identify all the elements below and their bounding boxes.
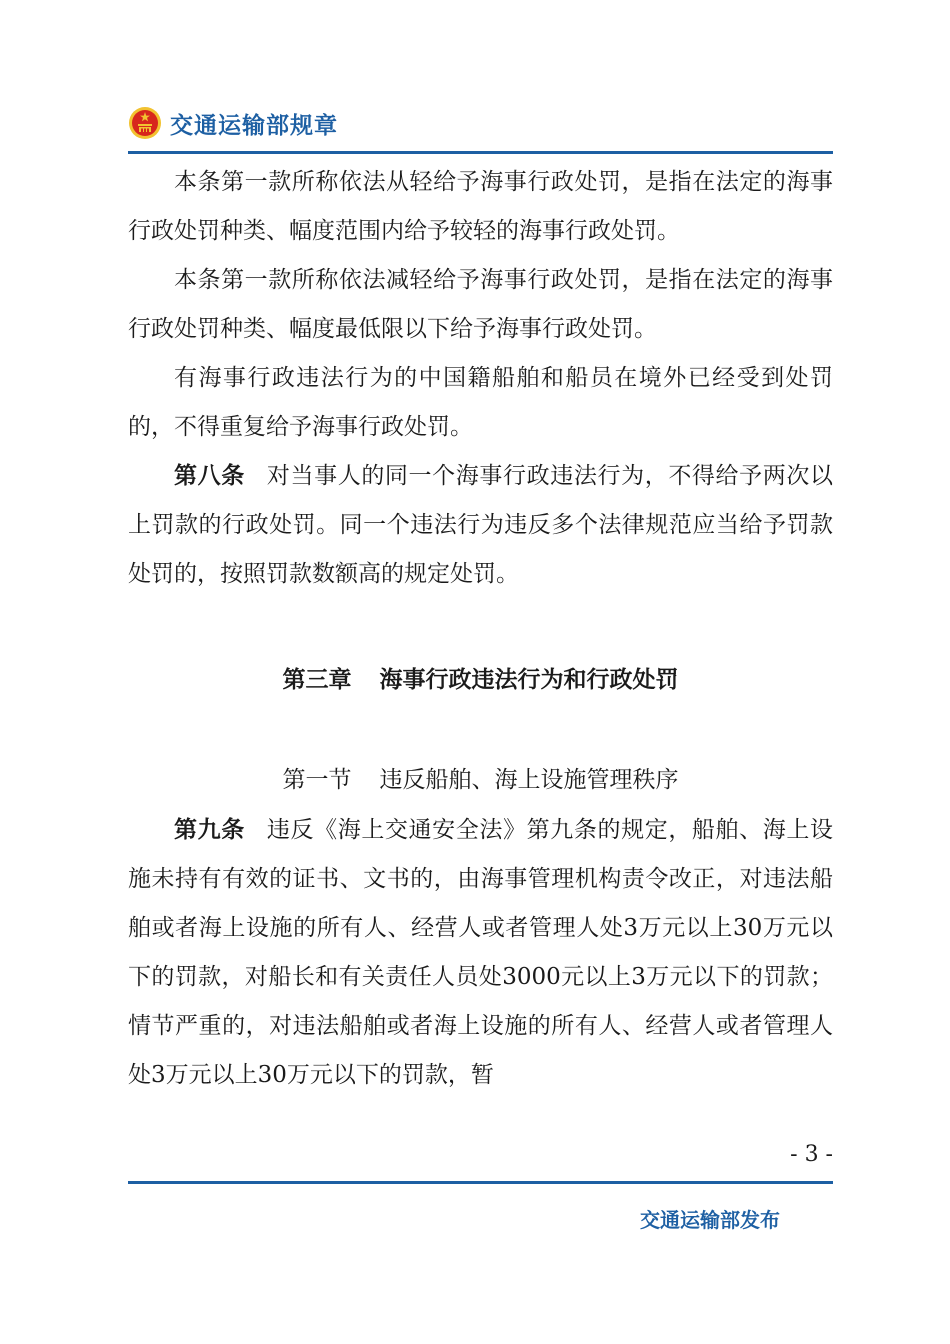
page-number: - 3 - — [790, 1142, 833, 1167]
header-title: 交通运输部规章 — [170, 112, 338, 139]
article-9-block — [128, 806, 833, 1100]
article-8-text: 对当事人的同一个海事行政违法行为，不得给予两次以上罚款的行政处罚。同一个违法行为违反多个法律规范应当给予罚款处罚的，按照罚款数额高的规定处罚。 — [128, 463, 834, 587]
section-number: 第一节 — [282, 767, 352, 793]
paragraph-3: 有海事行政违法行为的中国籍船舶和船员在境外已经受到处罚的，不得重复给予海事行政处罚。 — [128, 365, 833, 440]
chapter-number: 第三章 — [282, 667, 352, 693]
article-9-text: 违反《海上交通安全法》第九条的规定，船舶、海上设施未持有有效的证书、文书的，由海事管理机构责令改正，对违法船舶或者海上设施的所有人、经营人或者管理人处3万元以上30万元以下的罚款，对船长和有关责任人员处3000元以上3万元以下的罚款；情节严重的，对违法船舶或者海上设施的所有人、经营人或者管理人处3万元以上30万元以下的罚款，暂 — [128, 817, 834, 1088]
article-8-label: 第八条 — [174, 463, 245, 489]
paragraph-1: 本条第一款所称依法从轻给予海事行政处罚，是指在法定的海事行政处罚种类、幅度范围内给予较轻的海事行政处罚。 — [128, 169, 833, 244]
paragraph-2: 本条第一款所称依法减轻给予海事行政处罚，是指在法定的海事行政处罚种类、幅度最低限以下给予海事行政处罚。 — [128, 267, 833, 342]
header-divider — [128, 151, 833, 154]
body-text — [128, 158, 833, 599]
section-title: 违反船舶、海上设施管理秩序 — [379, 767, 679, 793]
chapter-title: 海事行政违法行为和行政处罚 — [379, 667, 679, 693]
article-8 — [128, 452, 833, 599]
section-heading — [128, 760, 833, 800]
page-header — [128, 103, 338, 143]
national-emblem-icon — [128, 106, 162, 140]
footer-divider — [128, 1181, 833, 1184]
chapter-heading — [128, 660, 833, 700]
footer-publisher: 交通运输部发布 — [640, 1208, 780, 1232]
article-9-label: 第九条 — [174, 817, 245, 843]
article-9 — [128, 806, 833, 1100]
